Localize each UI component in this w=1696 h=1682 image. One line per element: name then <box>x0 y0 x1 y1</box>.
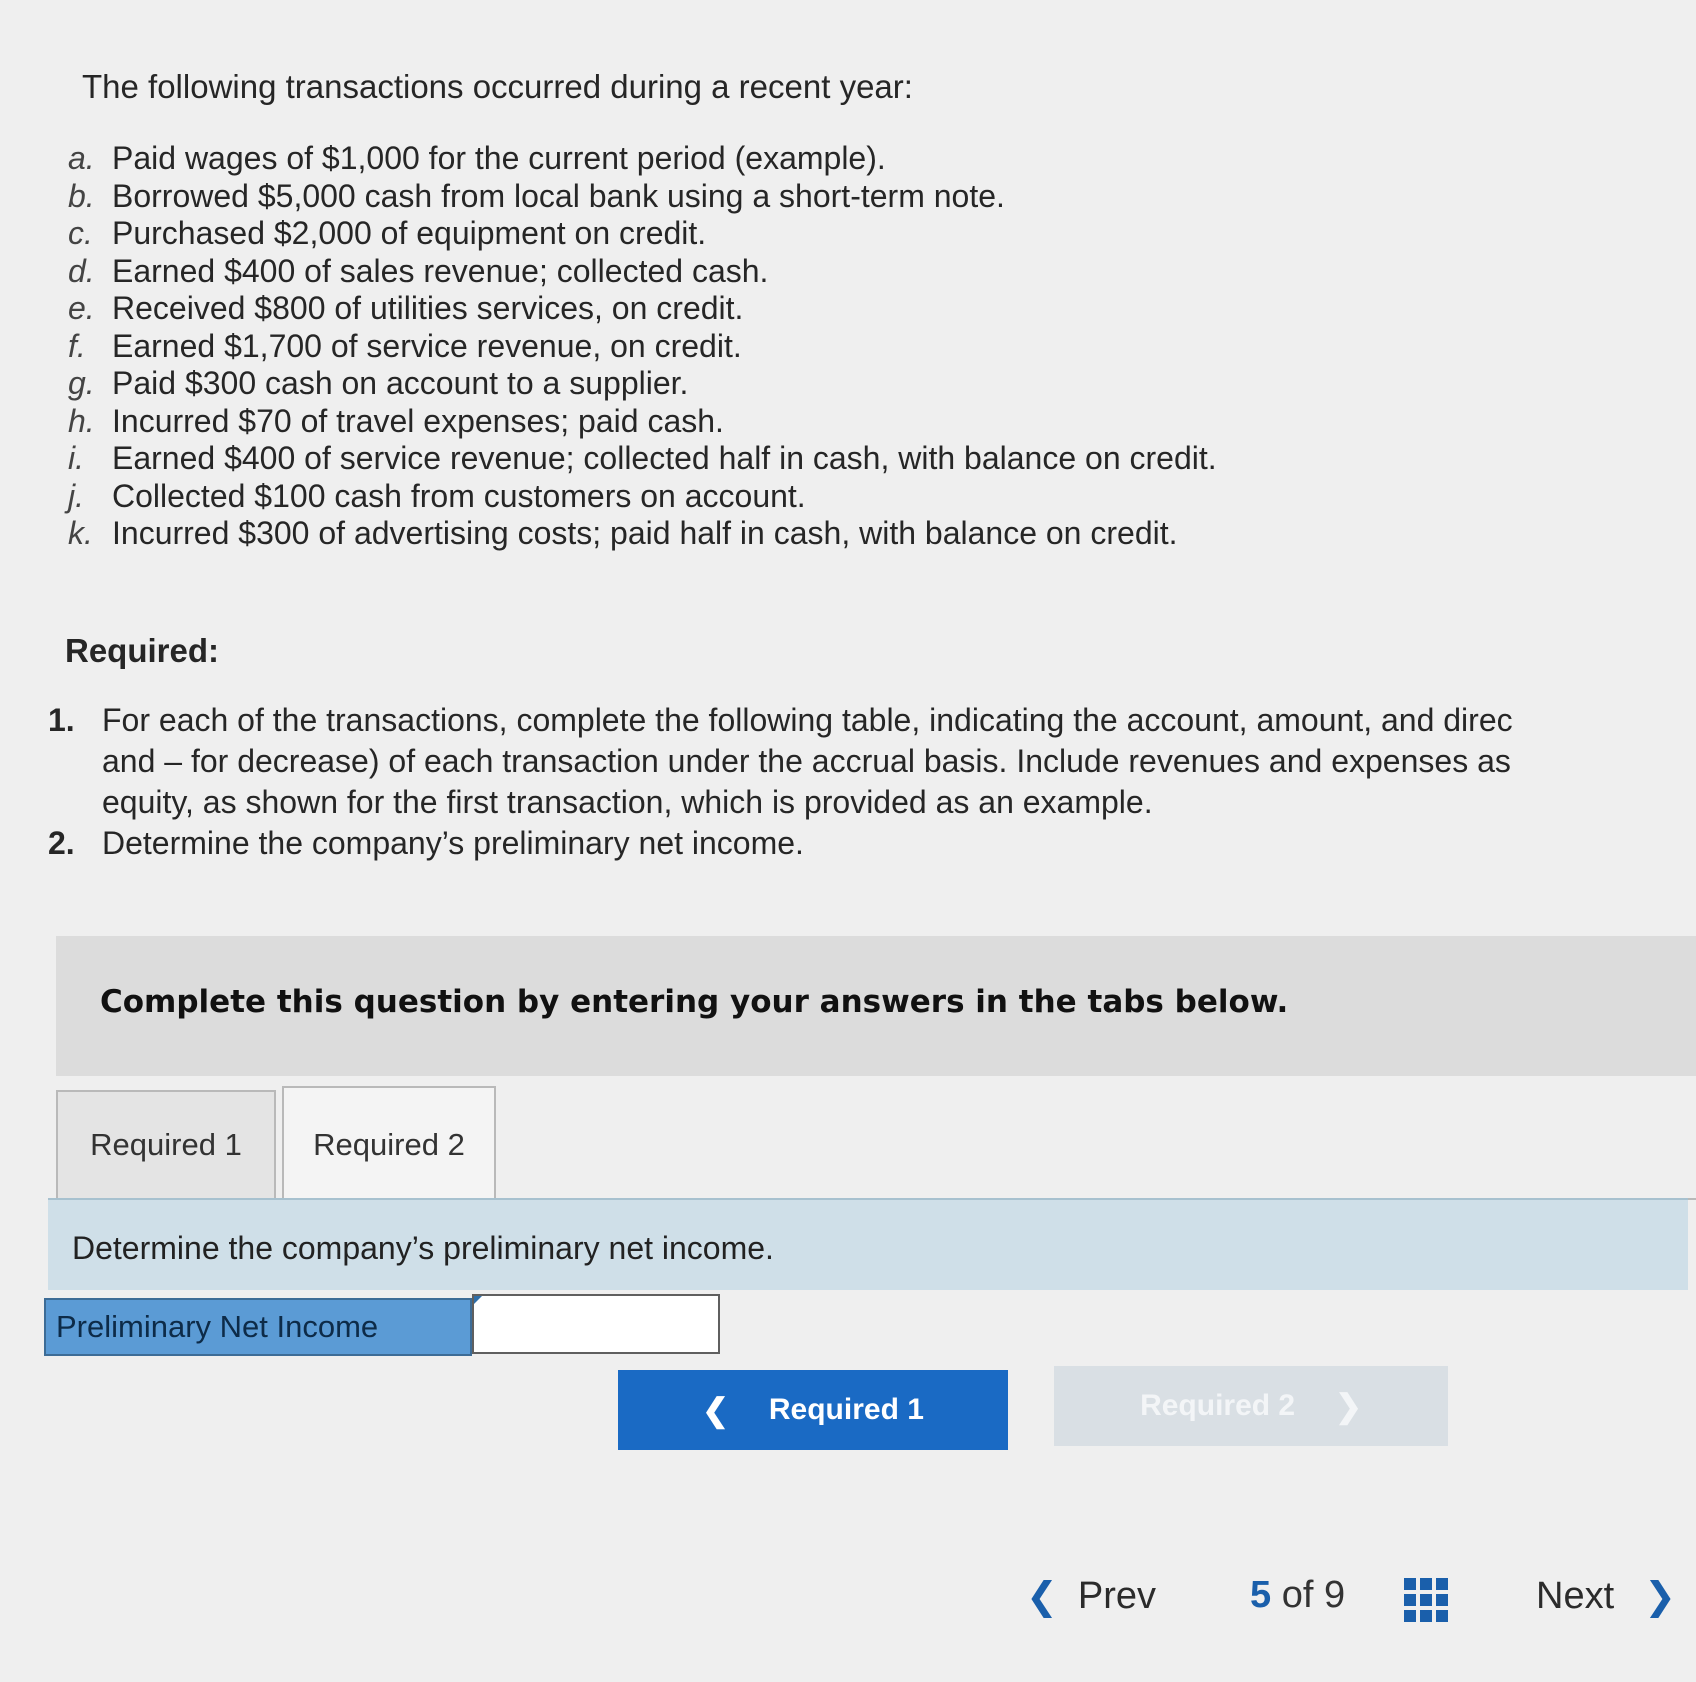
next-question-button[interactable] <box>1536 1574 1676 1619</box>
instruction-text: Determine the company’s preliminary net income. <box>72 1230 774 1266</box>
list-item <box>68 253 1217 291</box>
list-item <box>68 215 1217 253</box>
requirement-line: and – for decrease) of each transaction under the accrual basis. Include revenues and expenses as <box>102 743 1511 779</box>
transaction-letter: e. <box>68 290 95 326</box>
previous-tab-label: Required 1 <box>768 1393 924 1426</box>
question-grid-icon[interactable] <box>1404 1578 1448 1622</box>
next-tab-button[interactable] <box>1054 1366 1448 1446</box>
answer-tabs <box>56 1090 1696 1200</box>
transaction-letter: d. <box>68 252 95 289</box>
requirement-line: For each of the transactions, complete the following table, indicating the account, amount, and direc <box>102 702 1513 738</box>
net-income-row <box>44 1298 720 1356</box>
list-item <box>68 478 1217 516</box>
transaction-letter: g. <box>68 365 95 401</box>
of-label: of <box>1281 1574 1314 1616</box>
prev-label: Prev <box>1077 1575 1156 1617</box>
transaction-list <box>68 140 1217 553</box>
transaction-text: Borrowed $5,000 cash from local bank using a short-term note. <box>112 177 1005 214</box>
chevron-left-icon: ❮ <box>1026 1576 1058 1618</box>
transaction-text: Purchased $2,000 of equipment on credit. <box>112 215 707 251</box>
instruction-panel <box>48 1198 1688 1290</box>
net-income-label: Preliminary Net Income <box>44 1298 472 1356</box>
transaction-text: Collected $100 cash from customers on account. <box>112 477 806 514</box>
transaction-text: Incurred $70 of travel expenses; paid cash. <box>112 402 724 439</box>
current-question-number: 5 <box>1250 1574 1272 1616</box>
list-item <box>68 328 1217 366</box>
tab-required-1[interactable]: Required 1 <box>56 1090 276 1200</box>
question-pager <box>0 1560 1676 1640</box>
requirement-number: 2. <box>48 825 75 861</box>
question-counter <box>1250 1574 1345 1617</box>
requirement-number: 1. <box>48 702 75 738</box>
list-item <box>68 515 1217 553</box>
transaction-text: Paid wages of $1,000 for the current period (example). <box>112 140 886 176</box>
transaction-text: Received $800 of utilities services, on credit. <box>112 290 744 326</box>
transaction-text: Incurred $300 of advertising costs; paid half in cash, with balance on credit. <box>112 515 1178 551</box>
total-questions: 9 <box>1323 1574 1346 1616</box>
next-tab-label: Required 2 <box>1140 1389 1296 1422</box>
list-item <box>68 365 1217 403</box>
requirements-list <box>48 700 1688 864</box>
next-label: Next <box>1536 1575 1615 1617</box>
transaction-letter: j. <box>68 477 84 514</box>
net-income-input[interactable] <box>472 1294 720 1354</box>
transaction-letter: f. <box>68 327 86 364</box>
requirement-line: equity, as shown for the first transaction, which is provided as an example. <box>102 784 1153 820</box>
transaction-letter: k. <box>68 515 93 551</box>
list-item <box>68 178 1217 216</box>
transaction-letter: c. <box>68 215 93 251</box>
tab-required-2[interactable]: Required 2 <box>282 1086 496 1202</box>
transaction-text: Earned $400 of sales revenue; collected cash. <box>112 252 769 289</box>
requirement-item <box>48 823 1688 864</box>
transaction-text: Earned $1,700 of service revenue, on credit. <box>112 327 742 364</box>
prev-question-button[interactable] <box>1026 1574 1156 1619</box>
transaction-letter: a. <box>68 140 95 176</box>
input-corner-marker <box>474 1296 482 1304</box>
transaction-letter: i. <box>68 440 84 476</box>
previous-tab-button[interactable] <box>618 1370 1008 1450</box>
chevron-right-icon: ❯ <box>1644 1576 1676 1618</box>
banner-text: Complete this question by entering your answers in the tabs below. <box>100 984 1289 1020</box>
list-item <box>68 290 1217 328</box>
list-item <box>68 403 1217 441</box>
chevron-right-icon: ❯ <box>1335 1388 1362 1424</box>
chevron-left-icon: ❮ <box>702 1392 729 1428</box>
transaction-letter: b. <box>68 177 95 214</box>
transaction-text: Paid $300 cash on account to a supplier. <box>112 365 689 401</box>
required-heading: Required: <box>65 632 220 669</box>
instructions-banner <box>56 936 1696 1076</box>
requirement-line: Determine the company’s preliminary net income. <box>102 825 804 861</box>
requirement-item <box>48 700 1688 823</box>
list-item <box>68 140 1217 178</box>
list-item <box>68 440 1217 478</box>
transaction-letter: h. <box>68 402 95 439</box>
intro-text: The following transactions occurred during a recent year: <box>82 68 913 105</box>
transaction-text: Earned $400 of service revenue; collected half in cash, with balance on credit. <box>112 440 1217 476</box>
